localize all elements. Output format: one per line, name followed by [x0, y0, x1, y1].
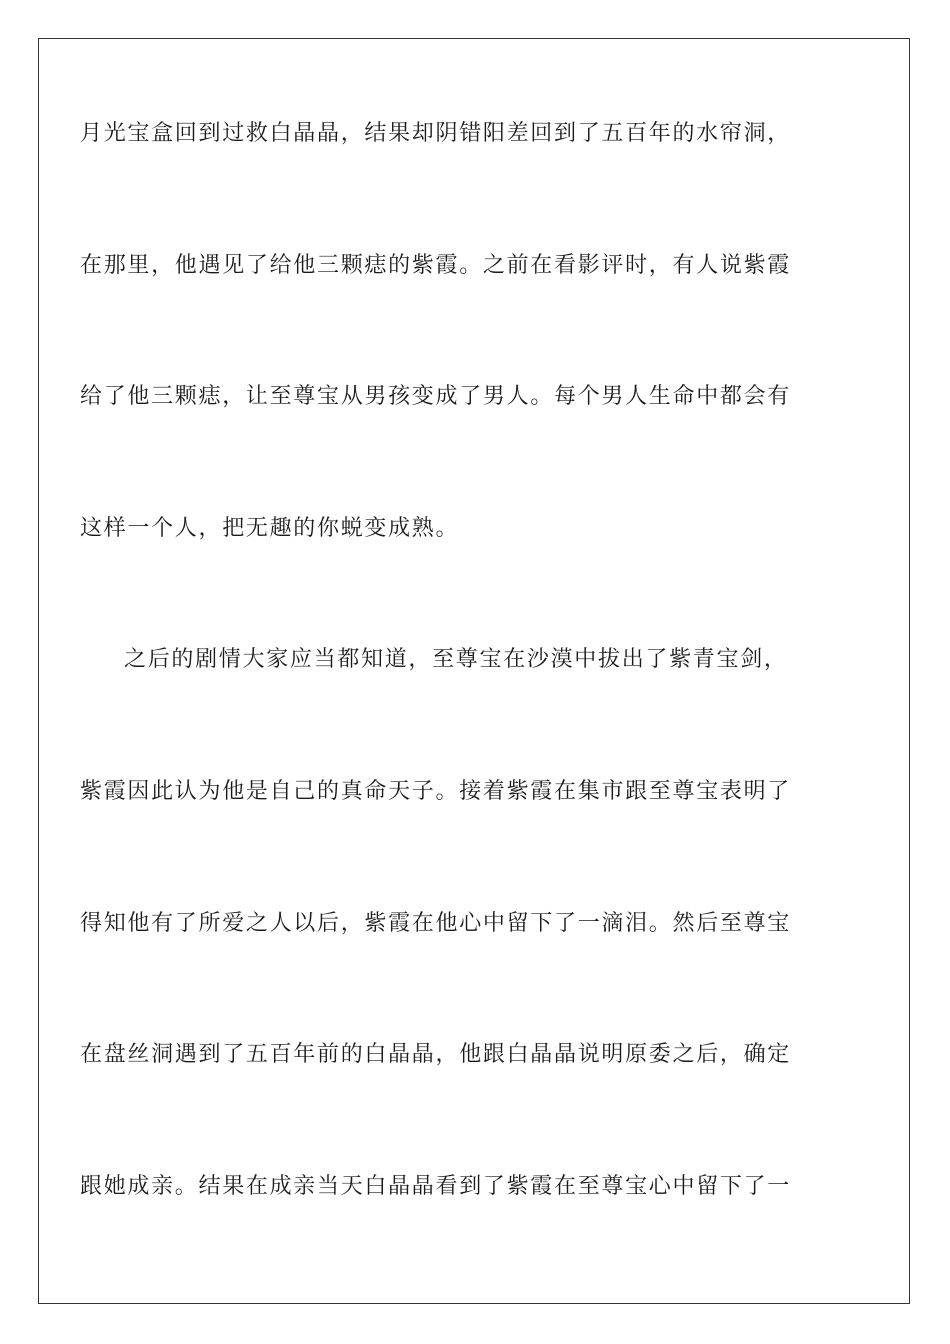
text-line: 得知他有了所爱之人以后，紫霞在他心中留下了一滴泪。然后至尊宝 [80, 910, 792, 936]
paragraph-first-line: 之后的剧情大家应当都知道，至尊宝在沙漠中拔出了紫青宝剑， [124, 647, 788, 673]
text-line: 这样一个人，把无趣的你蜕变成熟。 [80, 515, 460, 541]
text-line: 月光宝盒回到过救白晶晶，结果却阴错阳差回到了五百年的水帘洞， [80, 121, 792, 146]
text-line: 给了他三颗痣，让至尊宝从男孩变成了男人。每个男人生命中都会有 [80, 384, 792, 410]
text-line: 在盘丝洞遇到了五百年前的白晶晶，他跟白晶晶说明原委之后，确定 [80, 1042, 792, 1068]
text-line: 在那里，他遇见了给他三颗痣的紫霞。之前在看影评时，有人说紫霞 [80, 252, 792, 278]
text-line: 跟她成亲。结果在成亲当天白晶晶看到了紫霞在至尊宝心中留下了一 [80, 1173, 792, 1199]
document-body [80, 112, 792, 1296]
text-line: 紫霞因此认为他是自己的真命天子。接着紫霞在集市跟至尊宝表明了 [80, 778, 792, 804]
